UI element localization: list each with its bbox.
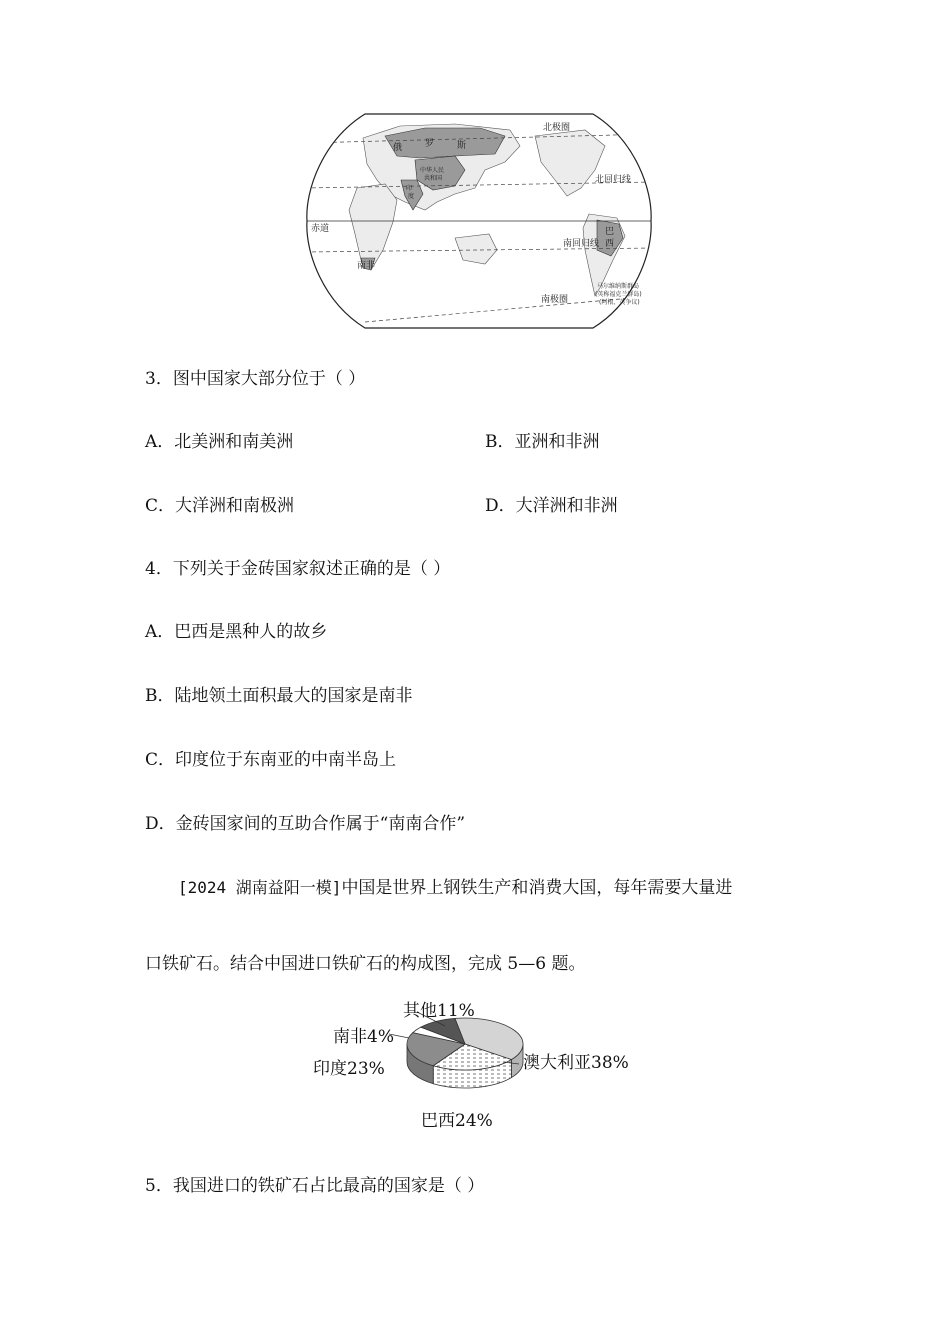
india-label-1: 印 (406, 185, 413, 192)
malvinas-label-3: (阿根、英争议) (599, 299, 640, 306)
pie-label-australia: 澳大利亚38% (523, 1053, 629, 1073)
question-5-stem: 5．我国进口的铁矿石占比最高的国家是（ ） (145, 1176, 485, 1196)
arctic-circle-label: 北极圈 (543, 123, 571, 133)
question-4-option-b[interactable]: B．陆地领土面积最大的国家是南非 (145, 686, 413, 706)
question-4-option-d[interactable]: D．金砖国家间的互助合作属于“南南合作” (145, 814, 466, 834)
russia-label-3: 斯 (457, 141, 467, 151)
intro-text-1: 中国是世界上钢铁生产和消费大国，每年需要大量进 (341, 878, 733, 898)
india-label-2: 度 (408, 193, 415, 200)
malvinas-label-1: 马尔维纳斯群岛 (597, 283, 640, 290)
equator-label: 赤道 (311, 224, 330, 234)
malvinas-label-2: (英称福克兰群岛) (595, 291, 642, 298)
question-4-stem: 4．下列关于金砖国家叙述正确的是（ ） (145, 559, 451, 579)
world-map (305, 110, 653, 332)
intro-paragraph-line-2: 口铁矿石。结合中国进口铁矿石的构成图，完成 5—6 题。 (145, 954, 586, 974)
pie-label-other: 其他11% (403, 1001, 475, 1021)
pie-label-brazil: 巴西24% (421, 1111, 493, 1131)
landmass-russia (385, 128, 505, 158)
question-3-option-c[interactable]: C．大洋洲和南极洲 (145, 496, 295, 516)
russia-label-2: 罗 (425, 139, 435, 149)
iron-ore-pie-chart (305, 992, 645, 1132)
world-map-figure (305, 110, 653, 332)
south-africa-label: 南非 (357, 261, 376, 271)
brazil-label-1: 巴 (605, 227, 615, 237)
china-label-2: 共和国 (424, 175, 443, 182)
pie-label-india: 印度23% (313, 1059, 385, 1079)
intro-paragraph-line-1 (178, 876, 732, 900)
question-3-option-a[interactable]: A．北美洲和南美洲 (145, 432, 294, 452)
china-label-1: 中华人民 (420, 167, 445, 174)
question-3-option-b[interactable]: B．亚洲和非洲 (485, 432, 600, 452)
brazil-label-2: 西 (605, 239, 615, 249)
pie-label-south-africa: 南非4% (333, 1027, 394, 1047)
tropic-cancer-label: 北回归线 (595, 175, 632, 185)
question-4-option-a[interactable]: A．巴西是黑种人的故乡 (145, 622, 328, 642)
russia-label-1: 俄 (393, 143, 403, 153)
intro-source-tag: [2024 湖南益阳一模] (178, 878, 342, 897)
question-3-stem: 3．图中国家大部分位于（ ） (145, 369, 366, 389)
tropic-capricorn-label: 南回归线 (563, 239, 600, 249)
question-4-option-c[interactable]: C．印度位于东南亚的中南半岛上 (145, 750, 397, 770)
antarctic-circle-label: 南极圈 (541, 295, 569, 305)
question-3-option-d[interactable]: D．大洋洲和非洲 (485, 496, 618, 516)
